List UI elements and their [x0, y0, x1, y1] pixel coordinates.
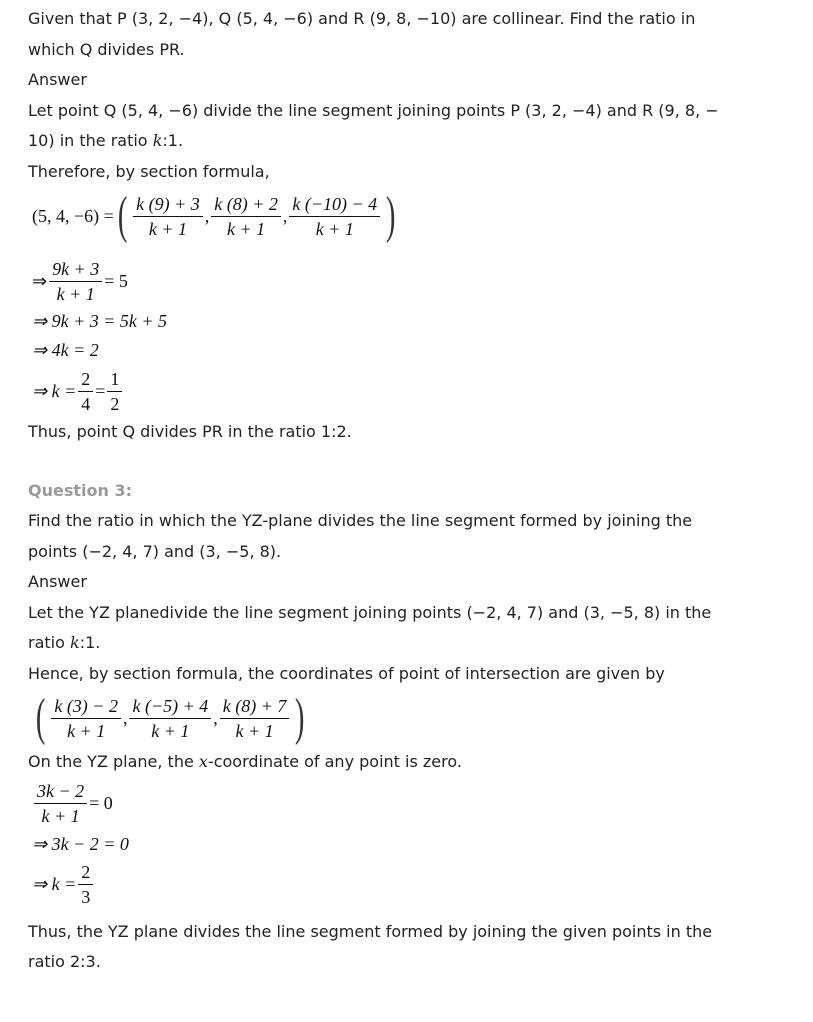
conclusion-line: Thus, point Q divides PR in the ratio 1:2. [28, 422, 352, 441]
section-formula-equation: (5, 4, −6) = ( $\frac{k (9) + 3}{k + 1}$ , $\frac{k (8) + 2}{k + 1}$ , $\frac{k (-10) - 4}{k + 1}$ ) [32, 187, 396, 244]
fraction-x: $\frac{k (3) - 2}{k + 1}$ [51, 696, 121, 741]
fraction-x: $\frac{k (9) + 3}{k + 1}$ [133, 194, 203, 239]
step-equation: ⇒ 9k + 3 = 5k + 5 [32, 311, 167, 331]
answer-intro-line: ratio k:1. [28, 633, 101, 652]
conclusion-line: Thus, the YZ plane divides the line segment formed by joining the given points in the [28, 921, 713, 941]
fraction: $\frac{3k - 2}{k + 1}$ [34, 781, 87, 826]
fraction: $\frac{2}{4}$ [78, 369, 93, 414]
question-text-line: Find the ratio in which the YZ-plane divides the line segment formed by joining the [28, 511, 693, 530]
answer-label: Answer [28, 70, 87, 89]
answer-intro-line: Let point Q (5, 4, −6) divide the line segment joining points P (3, 2, −4) and R (9, 8, − [28, 100, 719, 120]
question-text-line: Given that P (3, 2, −4), Q (5, 4, −6) and R (9, 8, −10) are collinear. Find the ratio in [28, 9, 696, 28]
answer-label: Answer [28, 572, 87, 591]
question-text-line: which Q divides PR. [28, 39, 185, 59]
answer-intro-line: 10) in the ratio k:1. [28, 131, 184, 150]
step-equation: ⇒ k = $\frac{2}{4}$ = $\frac{1}{2}$ [32, 365, 788, 417]
question-text-line: points (−2, 4, 7) and (3, −5, 8). [28, 541, 282, 561]
fraction: $\frac{2}{3}$ [78, 862, 93, 907]
conclusion-line: ratio 2:3. [28, 952, 101, 971]
fraction-y: $\frac{k (-5) + 4}{k + 1}$ [129, 696, 211, 741]
fraction: $\frac{1}{2}$ [107, 369, 122, 414]
step-equation: ⇒ 3k − 2 = 0 [32, 833, 129, 854]
question-heading: Question 3: [28, 480, 132, 500]
fraction: $\frac{9k + 3}{k + 1}$ [49, 259, 102, 304]
step-equation: ⇒ 4k = 2 [32, 340, 99, 360]
therefore-line: Therefore, by section formula, [28, 161, 270, 181]
document-page [28, 4, 788, 978]
answer-intro-line: Let the YZ planedivide the line segment joining points (−2, 4, 7) and (3, −5, 8) in the [28, 602, 712, 622]
left-paren: ( [35, 689, 46, 746]
fraction-z: $\frac{k (-10) - 4}{k + 1}$ [289, 194, 380, 239]
fraction-z: $\frac{k (8) + 7}{k + 1}$ [220, 696, 290, 741]
step-equation: $\frac{3k - 2}{k + 1}$ = 0 [32, 778, 788, 830]
yz-note-line: On the YZ plane, the x-coordinate of any point is zero. [28, 752, 462, 771]
right-paren: ) [386, 187, 396, 244]
fraction-y: $\frac{k (8) + 2}{k + 1}$ [211, 194, 281, 239]
intersection-coordinates-equation: ( $\frac{k (3) - 2}{k + 1}$ , $\frac{k (-5) + 4}{k + 1}$ , $\frac{k (8) + 7}{k + 1}$ ) [35, 689, 305, 746]
left-paren: ( [117, 187, 128, 244]
right-paren: ) [295, 689, 305, 746]
step-equation: ⇒ $\frac{9k + 3}{k + 1}$ = 5 [32, 258, 128, 304]
hence-line: Hence, by section formula, the coordinates of point of intersection are given by [28, 663, 665, 683]
step-equation: ⇒ k = $\frac{2}{3}$ [32, 859, 788, 911]
equation-lhs: (5, 4, −6) = [32, 205, 114, 226]
